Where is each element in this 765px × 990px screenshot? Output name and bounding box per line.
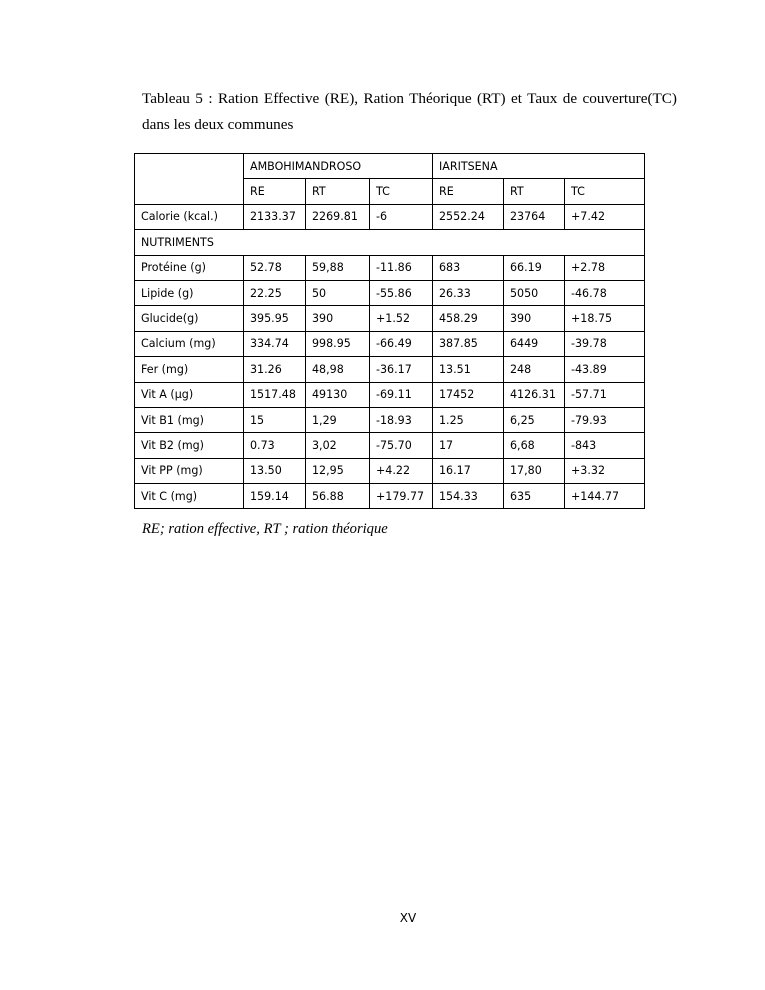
table-cell: -6 (370, 204, 433, 229)
table-row (135, 484, 645, 509)
table-cell: 13.51 (433, 357, 504, 382)
subheader-cell: RE (244, 179, 306, 204)
table-row (135, 458, 645, 483)
table-cell: 4126.31 (504, 382, 565, 407)
row-label: Glucide(g) (135, 306, 244, 331)
table-cell: +3.32 (565, 458, 645, 483)
table-row (135, 382, 645, 407)
table-cell: -43.89 (565, 357, 645, 382)
row-label: Calorie (kcal.) (135, 204, 244, 229)
row-label: Protéine (g) (135, 255, 244, 280)
table-cell: +7.42 (565, 204, 645, 229)
table-cell: 2133.37 (244, 204, 306, 229)
table-cell: 1517.48 (244, 382, 306, 407)
table-cell: +179.77 (370, 484, 433, 509)
section-row (135, 230, 645, 255)
row-label: Vit B1 (mg) (135, 407, 244, 432)
table-cell: 635 (504, 484, 565, 509)
ration-table (134, 153, 645, 509)
subheader-cell: TC (370, 179, 433, 204)
table-cell: +144.77 (565, 484, 645, 509)
section-label: NUTRIMENTS (135, 230, 645, 255)
table-cell: 390 (306, 306, 370, 331)
group-header-ambohimandroso: AMBOHIMANDROSO (244, 154, 433, 179)
table-cell: 59,88 (306, 255, 370, 280)
table-cell: -75.70 (370, 433, 433, 458)
subheader-cell: RT (504, 179, 565, 204)
table-cell: 2552.24 (433, 204, 504, 229)
row-label: Vit A (µg) (135, 382, 244, 407)
table-cell: 395.95 (244, 306, 306, 331)
row-label: Calcium (mg) (135, 331, 244, 356)
table-cell: 17,80 (504, 458, 565, 483)
row-label: Vit B2 (mg) (135, 433, 244, 458)
table-cell: 2269.81 (306, 204, 370, 229)
table-cell: 17452 (433, 382, 504, 407)
table-row (135, 407, 645, 432)
table-cell: 22.25 (244, 280, 306, 305)
row-label: Vit PP (mg) (135, 458, 244, 483)
subheader-cell: TC (565, 179, 645, 204)
subheader-cell: RE (433, 179, 504, 204)
table-row (135, 433, 645, 458)
calorie-row (135, 204, 645, 229)
table-cell: -55.86 (370, 280, 433, 305)
table-row (135, 331, 645, 356)
group-header-iaritsena: IARITSENA (433, 154, 645, 179)
table-cell: 154.33 (433, 484, 504, 509)
table-cell: -843 (565, 433, 645, 458)
table-cell: 5050 (504, 280, 565, 305)
table-cell: 56.88 (306, 484, 370, 509)
table-cell: 1,29 (306, 407, 370, 432)
table-cell: 12,95 (306, 458, 370, 483)
table-cell: 16.17 (433, 458, 504, 483)
table-cell: 3,02 (306, 433, 370, 458)
table-caption: Tableau 5 : Ration Effective (RE), Ration Théorique (RT) et Taux de couverture(TC) dans les deux communes (142, 90, 677, 133)
table-header-row (135, 154, 645, 179)
row-label: Vit C (mg) (135, 484, 244, 509)
table-cell: 48,98 (306, 357, 370, 382)
table-cell: 31.26 (244, 357, 306, 382)
table-cell: 49130 (306, 382, 370, 407)
table-cell: -39.78 (565, 331, 645, 356)
row-label: Lipide (g) (135, 280, 244, 305)
table-row (135, 306, 645, 331)
table-row (135, 255, 645, 280)
table-cell: 0.73 (244, 433, 306, 458)
table-row (135, 357, 645, 382)
table-cell: 387.85 (433, 331, 504, 356)
table-cell: 23764 (504, 204, 565, 229)
subheader-cell: RT (306, 179, 370, 204)
table-cell: 17 (433, 433, 504, 458)
table-cell: -46.78 (565, 280, 645, 305)
table-cell: -18.93 (370, 407, 433, 432)
table-cell: -11.86 (370, 255, 433, 280)
page-number: XV (399, 911, 417, 925)
table-cell: 334.74 (244, 331, 306, 356)
row-label: Fer (mg) (135, 357, 244, 382)
table-cell: -66.49 (370, 331, 433, 356)
corner-cell (135, 154, 244, 205)
table-cell: -79.93 (565, 407, 645, 432)
table-cell: 15 (244, 407, 306, 432)
table-cell: 6,68 (504, 433, 565, 458)
table-cell: -57.71 (565, 382, 645, 407)
table-cell: 1.25 (433, 407, 504, 432)
table-cell: 26.33 (433, 280, 504, 305)
table-cell: +1.52 (370, 306, 433, 331)
table-row (135, 280, 645, 305)
table-cell: 683 (433, 255, 504, 280)
table-cell: 52.78 (244, 255, 306, 280)
table-cell: 458.29 (433, 306, 504, 331)
table-cell: 13.50 (244, 458, 306, 483)
table-cell: 998.95 (306, 331, 370, 356)
table-cell: 159.14 (244, 484, 306, 509)
table-cell: -36.17 (370, 357, 433, 382)
table-cell: 390 (504, 306, 565, 331)
table-cell: 6449 (504, 331, 565, 356)
table-cell: 248 (504, 357, 565, 382)
table-cell: 6,25 (504, 407, 565, 432)
table-cell: -69.11 (370, 382, 433, 407)
table-cell: +2.78 (565, 255, 645, 280)
table-footnote: RE; ration effective, RT ; ration théorique (142, 521, 388, 537)
table-cell: +18.75 (565, 306, 645, 331)
table-cell: 66.19 (504, 255, 565, 280)
table-cell: +4.22 (370, 458, 433, 483)
table-cell: 50 (306, 280, 370, 305)
